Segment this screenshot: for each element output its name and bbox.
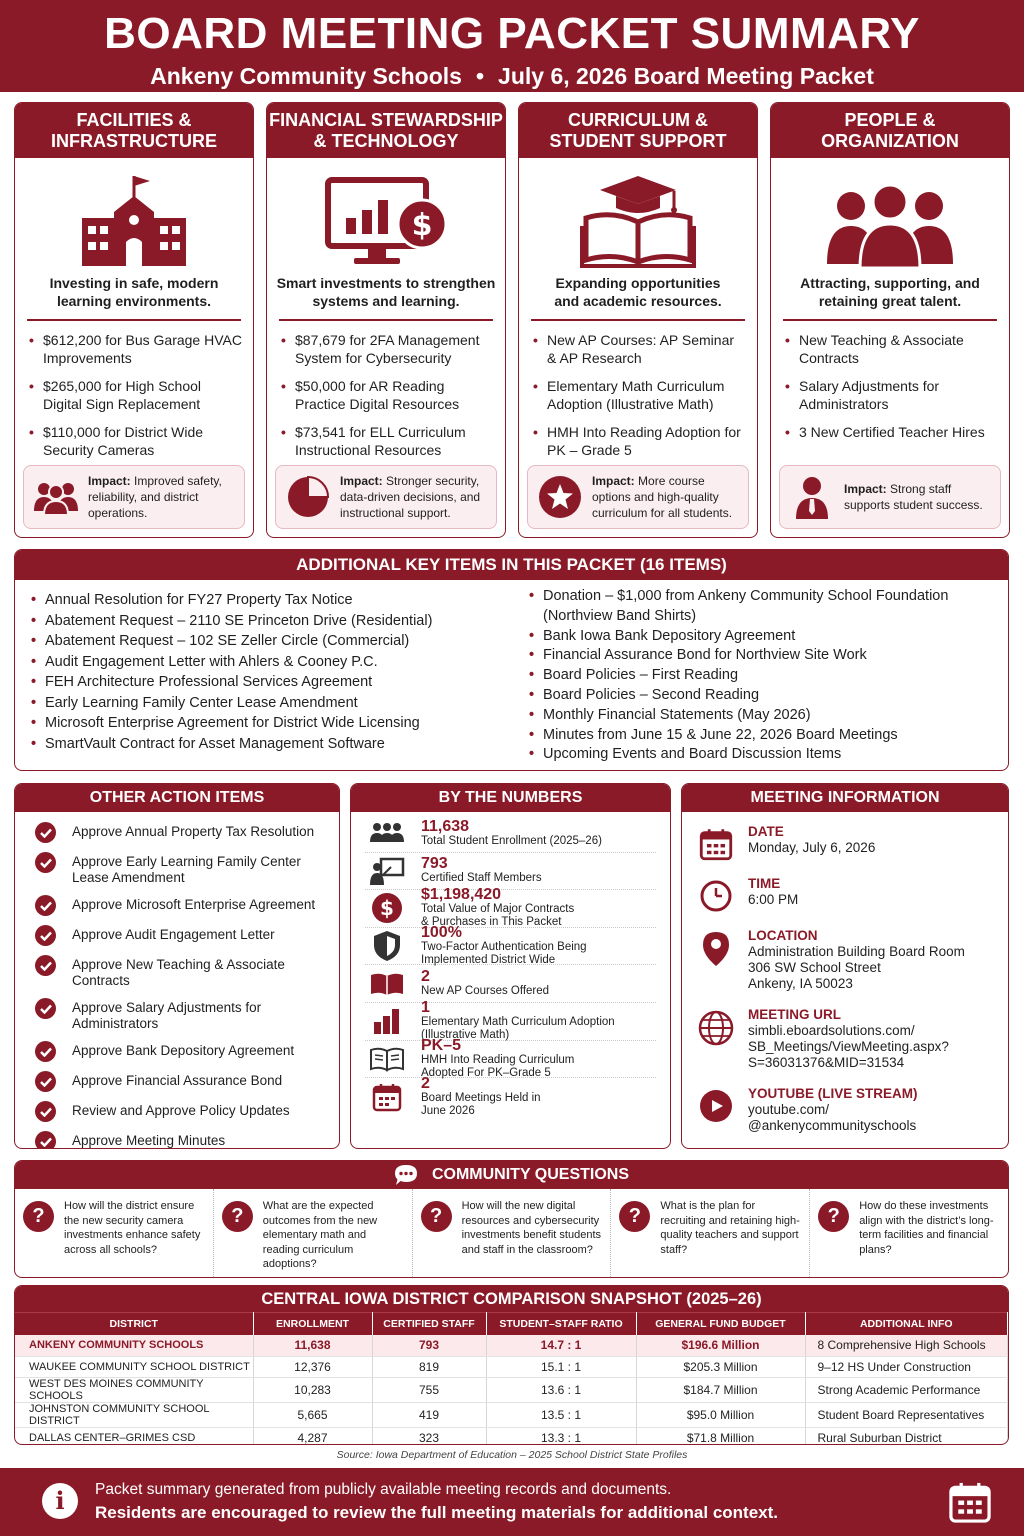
impact-description: More course options and high-quality curriculum for all students. [592, 474, 733, 520]
table-cell: WAUKEE COMMUNITY SCHOOL DISTRICT [15, 1356, 253, 1378]
table-cell: 14.7 : 1 [486, 1335, 636, 1357]
stat-label: Board Meetings Held in [421, 1091, 541, 1104]
table-cell: Student Board Representatives [805, 1403, 1008, 1428]
list-item: • Monthly Financial Statements (May 2026) [527, 706, 997, 726]
list-item: • $612,200 for Bus Garage HVAC Improvements [27, 331, 243, 367]
action-item [35, 824, 329, 843]
pillar-title-line: & TECHNOLOGY [313, 131, 459, 151]
list-item: • $265,000 for High School Digital Sign Replacement [27, 377, 243, 413]
question-card [214, 1189, 413, 1277]
action-item [35, 1073, 329, 1092]
stat-label: Elementary Math Curriculum Adoption [421, 1016, 615, 1029]
question-text: How will the district ensure the new security camera investments enhance safety across all schools? [64, 1200, 201, 1256]
stat-value: $1,198,420 [421, 886, 502, 904]
table-cell: $184.7 Million [636, 1378, 805, 1403]
pillar-title-line: INFRASTRUCTURE [51, 131, 217, 151]
table-row [15, 1378, 1008, 1403]
meeting-location [696, 928, 998, 992]
youtube-line[interactable]: youtube.com/ [748, 1102, 830, 1117]
impact-label: Impact: [88, 474, 131, 488]
pillar-title [519, 103, 757, 158]
list-item: • Salary Adjustments for Administrators [783, 377, 999, 413]
section-title-text: COMMUNITY QUESTIONS [431, 1166, 630, 1183]
list-item: • New AP Courses: AP Seminar & AP Research [531, 331, 747, 367]
table-cell: 793 [372, 1335, 486, 1357]
meeting-time [696, 876, 998, 913]
column-header: ENROLLMENT [253, 1313, 372, 1335]
tagline-line: Smart investments to strengthen [276, 275, 496, 291]
comparison-table [15, 1312, 1008, 1445]
table-cell: $95.0 Million [636, 1403, 805, 1428]
table-cell: $205.3 Million [636, 1356, 805, 1378]
map-pin-icon [696, 928, 736, 967]
page-footer [0, 1468, 1024, 1536]
meeting-information-section [681, 783, 1009, 1149]
stat-value: PK–5 [421, 1036, 462, 1054]
location-line: Ankeny, IA 50023 [748, 976, 853, 991]
pillar-title-line: PEOPLE & [844, 110, 936, 130]
table-cell: 10,283 [253, 1378, 372, 1403]
pillar-title-line: CURRICULUM & [568, 110, 708, 130]
check-icon [35, 925, 56, 946]
stat-value: 2 [421, 1074, 430, 1092]
tagline-line: and academic resources. [554, 293, 722, 309]
action-label: Approve Salary Adjustments for Administrators [72, 1000, 262, 1031]
list-item: • Microsoft Enterprise Agreement for District Wide Licensing [29, 713, 509, 734]
stat-row [365, 999, 656, 1042]
table-row [15, 1428, 1008, 1446]
list-item: • FEH Architecture Professional Services Agreement [29, 672, 509, 693]
stat-label: Total Student Enrollment (2025–26) [421, 834, 602, 847]
question-mark-icon: ? [421, 1201, 452, 1232]
stat-row [365, 924, 656, 967]
tagline-line: learning environments. [56, 293, 212, 309]
table-cell: $71.8 Million [636, 1428, 805, 1446]
svg-text:$: $ [380, 896, 394, 921]
location-key: LOCATION [748, 928, 818, 943]
section-title: BY THE NUMBERS [351, 784, 670, 812]
community-questions-section [14, 1160, 1009, 1278]
action-label: Approve Financial Assurance Bond [72, 1073, 283, 1088]
impact-text [592, 473, 740, 521]
list-item: • SmartVault Contract for Asset Management Software [29, 734, 509, 755]
list-item: • Abatement Request – 102 SE Zeller Circle (Commercial) [29, 631, 509, 652]
stat-label: Two-Factor Authentication Being [421, 941, 587, 954]
footer-line-2: Residents are encouraged to review the full meeting materials for additional context. [95, 1503, 778, 1522]
calendar-icon [365, 1082, 409, 1112]
page-subtitle [0, 63, 1024, 90]
chat-bubble-icon [394, 1164, 418, 1186]
question-mark-icon: ? [818, 1201, 849, 1232]
pillar-list [519, 321, 757, 459]
stat-value: 11,638 [421, 817, 470, 835]
people-group-icon [32, 473, 80, 521]
list-item: • Donation – $1,000 from Ankeny Community School Foundation (Northview Band Shirts) [527, 587, 997, 627]
stat-label: Certified Staff Members [421, 872, 542, 885]
district-comparison-section [14, 1285, 1009, 1445]
table-cell: 819 [372, 1356, 486, 1378]
stat-row [365, 1036, 656, 1079]
location-line: Administration Building Board Room [748, 944, 965, 959]
stat-value: 100% [421, 924, 462, 942]
table-cell: JOHNSTON COMMUNITY SCHOOL DISTRICT [15, 1403, 253, 1428]
stat-row [365, 815, 656, 853]
stat-row [365, 1074, 656, 1117]
section-title [15, 1161, 1008, 1189]
impact-box [23, 465, 245, 529]
list-item: • $50,000 for AR Reading Practice Digital Resources [279, 377, 495, 413]
table-cell: 15.1 : 1 [486, 1356, 636, 1378]
questions-row [15, 1189, 1008, 1277]
action-item [35, 854, 329, 886]
stat-text [421, 1076, 541, 1118]
additional-list-right [527, 587, 997, 765]
question-card [611, 1189, 810, 1277]
check-icon [35, 822, 56, 843]
section-title: CENTRAL IOWA DISTRICT COMPARISON SNAPSHOT (2025–26) [15, 1286, 1008, 1312]
district-name: Ankeny Community Schools [150, 63, 462, 89]
list-item: • Board Policies – First Reading [527, 666, 997, 686]
impact-description: Strong staff supports student success. [844, 482, 983, 512]
separator: • [475, 63, 485, 89]
list-item: • $73,541 for ELL Curriculum Instructional Resources [279, 423, 495, 459]
source-note: Source: Iowa Department of Education – 2025 School District State Profiles [336, 1449, 688, 1461]
list-item: • $87,679 for 2FA Management System for Cybersecurity [279, 331, 495, 367]
table-cell: 323 [372, 1428, 486, 1446]
pillar-title-line: FINANCIAL STEWARDSHIP [269, 110, 503, 130]
impact-label: Impact: [592, 474, 635, 488]
pillar-list [267, 321, 505, 459]
table-cell: 11,638 [253, 1335, 372, 1357]
pillar-tagline [15, 274, 253, 312]
check-icon [35, 998, 56, 1019]
star-icon [536, 473, 584, 521]
dollar-icon [365, 892, 409, 924]
check-icon [35, 1041, 56, 1062]
pillar-title-line: ORGANIZATION [821, 131, 959, 151]
stat-text [421, 969, 549, 998]
column-header: GENERAL FUND BUDGET [636, 1313, 805, 1335]
svg-text:$: $ [411, 208, 433, 243]
table-cell: 419 [372, 1403, 486, 1428]
monitor-chart-dollar-icon [267, 168, 505, 268]
stat-row [365, 853, 656, 891]
pillar-curriculum [518, 102, 758, 538]
youtube-icon [696, 1086, 736, 1123]
question-text: What is the plan for recruiting and retaining high-quality teachers and support staff? [660, 1200, 800, 1256]
list-item: • HMH Into Reading Adoption for PK – Grade 5 [531, 423, 747, 459]
impact-label: Impact: [340, 474, 383, 488]
check-icon [35, 1131, 56, 1149]
table-cell: 13.3 : 1 [486, 1428, 636, 1446]
table-cell: 12,376 [253, 1356, 372, 1378]
check-icon [35, 895, 56, 916]
stat-text [421, 925, 587, 967]
url-line[interactable]: S=36031376&MID=31534 [748, 1055, 905, 1070]
time-key: TIME [748, 876, 781, 891]
other-action-items-section [14, 783, 340, 1149]
question-card [413, 1189, 612, 1277]
impact-box [779, 465, 1001, 529]
table-cell: 755 [372, 1378, 486, 1403]
youtube-line[interactable]: @ankenycommunityschools [748, 1118, 917, 1133]
additional-list-left [29, 590, 509, 754]
impact-description: Improved safety, reliability, and district operations. [88, 474, 222, 520]
list-item: • Board Policies – Second Reading [527, 686, 997, 706]
stat-label: HMH Into Reading Curriculum [421, 1053, 575, 1066]
staff-person-icon [788, 473, 836, 521]
action-label: Approve Meeting Minutes [72, 1133, 226, 1148]
action-label: Approve Audit Engagement Letter [72, 927, 275, 942]
action-label: Approve Annual Property Tax Resolution [72, 824, 315, 839]
table-cell: 5,665 [253, 1403, 372, 1428]
meeting-date-text [748, 824, 875, 856]
calendar-icon [948, 1480, 992, 1524]
table-cell: ANKENY COMMUNITY SCHOOLS [15, 1335, 253, 1357]
action-label: Approve Early Learning Family Center Lease Amendment [72, 854, 301, 885]
meeting-youtube [696, 1086, 998, 1134]
shield-icon [365, 930, 409, 962]
location-line: 306 SW School Street [748, 960, 881, 975]
table-cell: DALLAS CENTER–GRIMES CSD [15, 1428, 253, 1446]
stat-value: 1 [421, 999, 430, 1017]
action-item [35, 897, 329, 916]
question-card [15, 1189, 214, 1277]
list-item: • Early Learning Family Center Lease Amendment [29, 693, 509, 714]
meeting-url [696, 1007, 998, 1071]
list-item: • Abatement Request – 2110 SE Princeton Drive (Residential) [29, 611, 509, 632]
url-key: MEETING URL [748, 1007, 841, 1022]
stat-text [421, 1038, 574, 1080]
impact-label: Impact: [844, 482, 887, 496]
graduation-book-icon [519, 168, 757, 268]
url-line[interactable]: SB_Meetings/ViewMeeting.aspx? [748, 1039, 949, 1054]
stat-label: June 2026 [421, 1104, 475, 1117]
impact-description: Stronger security, data-driven decisions, and instructional support. [340, 474, 481, 520]
pillar-list [15, 321, 253, 459]
check-icon [35, 955, 56, 976]
bar-chart-icon [365, 1008, 409, 1034]
reading-book-icon [365, 1046, 409, 1072]
stat-label: Implemented District Wide [421, 954, 556, 967]
pillar-title [267, 103, 505, 158]
numbers-list [351, 812, 670, 1116]
table-row [15, 1335, 1008, 1357]
stat-label: (Illustrative Math) [421, 1029, 510, 1042]
tagline-line: retaining great talent. [818, 293, 962, 309]
by-the-numbers-section [350, 783, 671, 1149]
question-text: How will the new digital resources and cybersecurity investments benefit students and staff in the classroom? [461, 1200, 602, 1256]
column-header: ADDITIONAL INFO [805, 1313, 1008, 1335]
footer-line-1: Packet summary generated from publicly available meeting records and documents. [95, 1481, 672, 1498]
school-building-icon [15, 168, 253, 268]
open-book-icon [365, 971, 409, 997]
action-item [35, 1043, 329, 1062]
action-item [35, 1133, 329, 1149]
table-cell: 8 Comprehensive High Schools [805, 1335, 1008, 1357]
stat-label: New AP Courses Offered [421, 985, 550, 998]
meeting-date [696, 824, 998, 861]
stat-label: Total Value of Major Contracts [421, 903, 575, 916]
impact-text [340, 473, 488, 521]
pillar-list [771, 321, 1009, 441]
pillar-people [770, 102, 1010, 538]
stat-row [365, 886, 656, 929]
table-cell: $196.6 Million [636, 1335, 805, 1357]
pillar-financial [266, 102, 506, 538]
action-item [35, 1103, 329, 1122]
question-card [810, 1189, 1008, 1277]
impact-text [88, 473, 236, 521]
action-list [15, 812, 339, 1149]
question-text: How do these investments align with the district’s long-term facilities and financial plans? [859, 1200, 994, 1256]
url-line[interactable]: simbli.eboardsolutions.com/ [748, 1023, 915, 1038]
stat-text [421, 819, 602, 848]
date-key: DATE [748, 824, 784, 839]
table-cell: WEST DES MOINES COMMUNITY SCHOOLS [15, 1378, 253, 1403]
column-header: STUDENT–STAFF RATIO [486, 1313, 636, 1335]
table-row [15, 1356, 1008, 1378]
action-item [35, 957, 329, 989]
meeting-location-text [748, 928, 965, 992]
list-item: • 3 New Certified Teacher Hires [783, 423, 999, 441]
list-item: • Bank Iowa Bank Depository Agreement [527, 627, 997, 647]
impact-text [844, 481, 992, 513]
pillar-facilities [14, 102, 254, 538]
globe-icon [696, 1007, 736, 1046]
table-cell: Strong Academic Performance [805, 1378, 1008, 1403]
tagline-line: Expanding opportunities [555, 275, 721, 291]
table-cell: 13.5 : 1 [486, 1403, 636, 1428]
time-value: 6:00 PM [748, 892, 799, 907]
calendar-icon [696, 824, 736, 861]
meeting-url-text[interactable] [748, 1007, 949, 1071]
stat-text [421, 1000, 615, 1042]
page-title: BOARD MEETING PACKET SUMMARY [104, 9, 920, 58]
section-title: OTHER ACTION ITEMS [15, 784, 339, 812]
action-item [35, 1000, 329, 1032]
pillar-title-line: STUDENT SUPPORT [549, 131, 727, 151]
list-item: • $110,000 for District Wide Security Cameras [27, 423, 243, 459]
action-label: Approve Bank Depository Agreement [72, 1043, 295, 1058]
action-label: Review and Approve Policy Updates [72, 1103, 290, 1118]
check-icon [35, 1101, 56, 1122]
pillar-title [15, 103, 253, 158]
list-item: • Minutes from June 15 & June 22, 2026 Board Meetings [527, 726, 997, 746]
list-item: • New Teaching & Associate Contracts [783, 331, 999, 367]
tagline-line: Attracting, supporting, and [800, 275, 980, 291]
students-icon [365, 822, 409, 844]
action-label: Approve New Teaching & Associate Contracts [72, 957, 285, 988]
section-title: ADDITIONAL KEY ITEMS IN THIS PACKET (16 ITEMS) [15, 550, 1008, 580]
section-title: MEETING INFORMATION [682, 784, 1008, 812]
stat-value: 793 [421, 855, 448, 873]
pillar-tagline [267, 274, 505, 312]
stat-row [365, 965, 656, 1003]
action-label: Approve Microsoft Enterprise Agreement [72, 897, 316, 912]
list-item: • Financial Assurance Bond for Northview Site Work [527, 646, 997, 666]
table-cell: 4,287 [253, 1428, 372, 1446]
people-icon [771, 168, 1009, 268]
meeting-youtube-text[interactable] [748, 1086, 918, 1134]
column-header: CERTIFIED STAFF [372, 1313, 486, 1335]
question-mark-icon: ? [222, 1201, 253, 1232]
clock-icon [696, 876, 736, 913]
pillar-title [771, 103, 1009, 158]
impact-box [275, 465, 497, 529]
check-icon [35, 852, 56, 873]
teacher-icon [365, 857, 409, 885]
column-header: DISTRICT [15, 1313, 253, 1335]
list-item: • Elementary Math Curriculum Adoption (Illustrative Math) [531, 377, 747, 413]
youtube-key: YOUTUBE (LIVE STREAM) [748, 1086, 918, 1101]
tagline-line: systems and learning. [312, 293, 460, 309]
info-icon: i [42, 1483, 78, 1519]
pillar-tagline [771, 274, 1009, 312]
question-mark-icon: ? [619, 1201, 650, 1232]
page-header [0, 0, 1024, 92]
table-header-row [15, 1313, 1008, 1335]
stat-value: 2 [421, 968, 430, 986]
check-icon [35, 1071, 56, 1092]
list-item: • Audit Engagement Letter with Ahlers & Cooney P.C. [29, 652, 509, 673]
tagline-line: Investing in safe, modern [49, 275, 219, 291]
date-value: Monday, July 6, 2026 [748, 840, 876, 855]
question-mark-icon: ? [23, 1201, 54, 1232]
stat-label: & Purchases in This Packet [421, 916, 562, 929]
additional-items-section [14, 549, 1009, 771]
action-item [35, 927, 329, 946]
impact-box [527, 465, 749, 529]
list-item: • Annual Resolution for FY27 Property Tax Notice [29, 590, 509, 611]
table-cell: 9–12 HS Under Construction [805, 1356, 1008, 1378]
pie-chart-icon [284, 473, 332, 521]
meeting-packet-date: July 6, 2026 Board Meeting Packet [498, 63, 874, 89]
question-text: What are the expected outcomes from the new elementary math and reading curriculum adoptions? [262, 1200, 378, 1270]
stat-label: Adopted For PK–Grade 5 [421, 1066, 551, 1079]
table-cell: Rural Suburban District [805, 1428, 1008, 1446]
pillar-title-line: FACILITIES & [76, 110, 192, 130]
table-row [15, 1403, 1008, 1428]
list-item: • Upcoming Events and Board Discussion Items [527, 745, 997, 765]
meeting-time-text [748, 876, 798, 908]
table-cell: 13.6 : 1 [486, 1378, 636, 1403]
pillar-tagline [519, 274, 757, 312]
stat-text [421, 856, 542, 885]
